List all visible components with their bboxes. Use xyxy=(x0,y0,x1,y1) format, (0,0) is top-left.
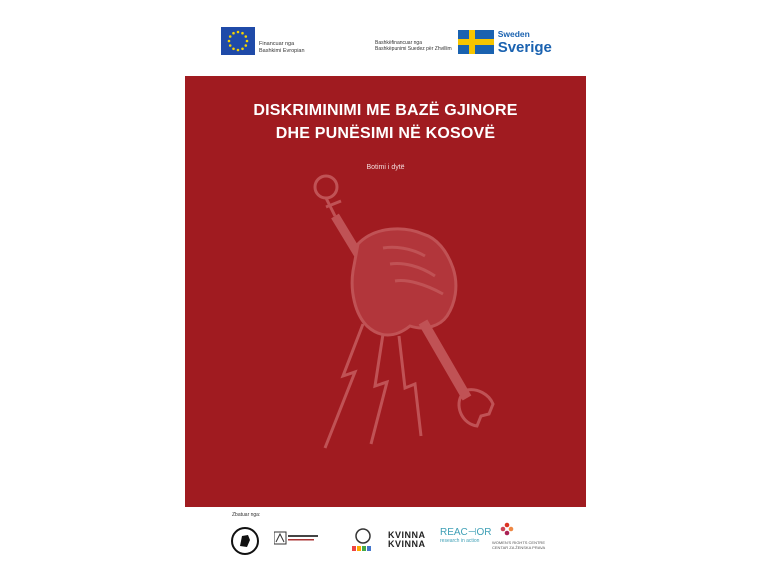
implemented-by-label: Zbatuar nga: xyxy=(232,512,261,518)
kvinna-logo xyxy=(388,531,426,548)
eu-flag-icon xyxy=(221,27,255,55)
cover-panel xyxy=(185,76,586,507)
cover-title-line1: DISKRIMINIMI ME BAZË GJINORE xyxy=(253,102,518,119)
wrc-line1: WOMEN'S RIGHTS CENTRE xyxy=(492,540,545,545)
reactor-logo xyxy=(440,528,492,544)
sweden-funder-line2: Bashkëpunimi Suedez për Zhvillim xyxy=(375,46,452,53)
sweden-funder-line1: Bashkëfinancuar nga xyxy=(375,39,422,46)
sweden-funder-text xyxy=(375,40,452,53)
cover-title-line2: DHE PUNËSIMI NË KOSOVË xyxy=(275,125,496,142)
sweden-logo xyxy=(498,30,552,55)
sweden-funder xyxy=(375,30,552,55)
partner-logos xyxy=(228,522,558,556)
eu-funder-text xyxy=(259,41,305,55)
colorful-logo-icon xyxy=(350,526,376,554)
reactor-name: REAC⊣OR xyxy=(440,527,492,538)
fist-circle-logo-icon xyxy=(230,526,260,556)
womens-rights-centre-logo-text xyxy=(492,540,545,550)
eu-funder-line1: Financuar nga xyxy=(259,41,295,48)
star-flower-logo-icon xyxy=(500,522,514,536)
cover-subtitle: Botimi i dytë xyxy=(366,164,405,171)
reactor-tagline: research in action xyxy=(440,538,480,544)
kvinna-line1: KVINNA xyxy=(388,530,426,540)
kvinna-line2: KVINNA xyxy=(388,538,426,549)
sweden-logo-sv: Sverige xyxy=(497,38,552,56)
sweden-flag-icon xyxy=(458,30,494,54)
ngo-logo-icon xyxy=(274,530,318,548)
wrc-line2: CENTAR ZA ŽENSKA PRAVA xyxy=(492,545,546,551)
sweden-logo-en: Sweden xyxy=(497,29,530,39)
eu-funder xyxy=(221,27,305,55)
eu-funder-line2: Bashkimi Evropian xyxy=(259,48,305,55)
